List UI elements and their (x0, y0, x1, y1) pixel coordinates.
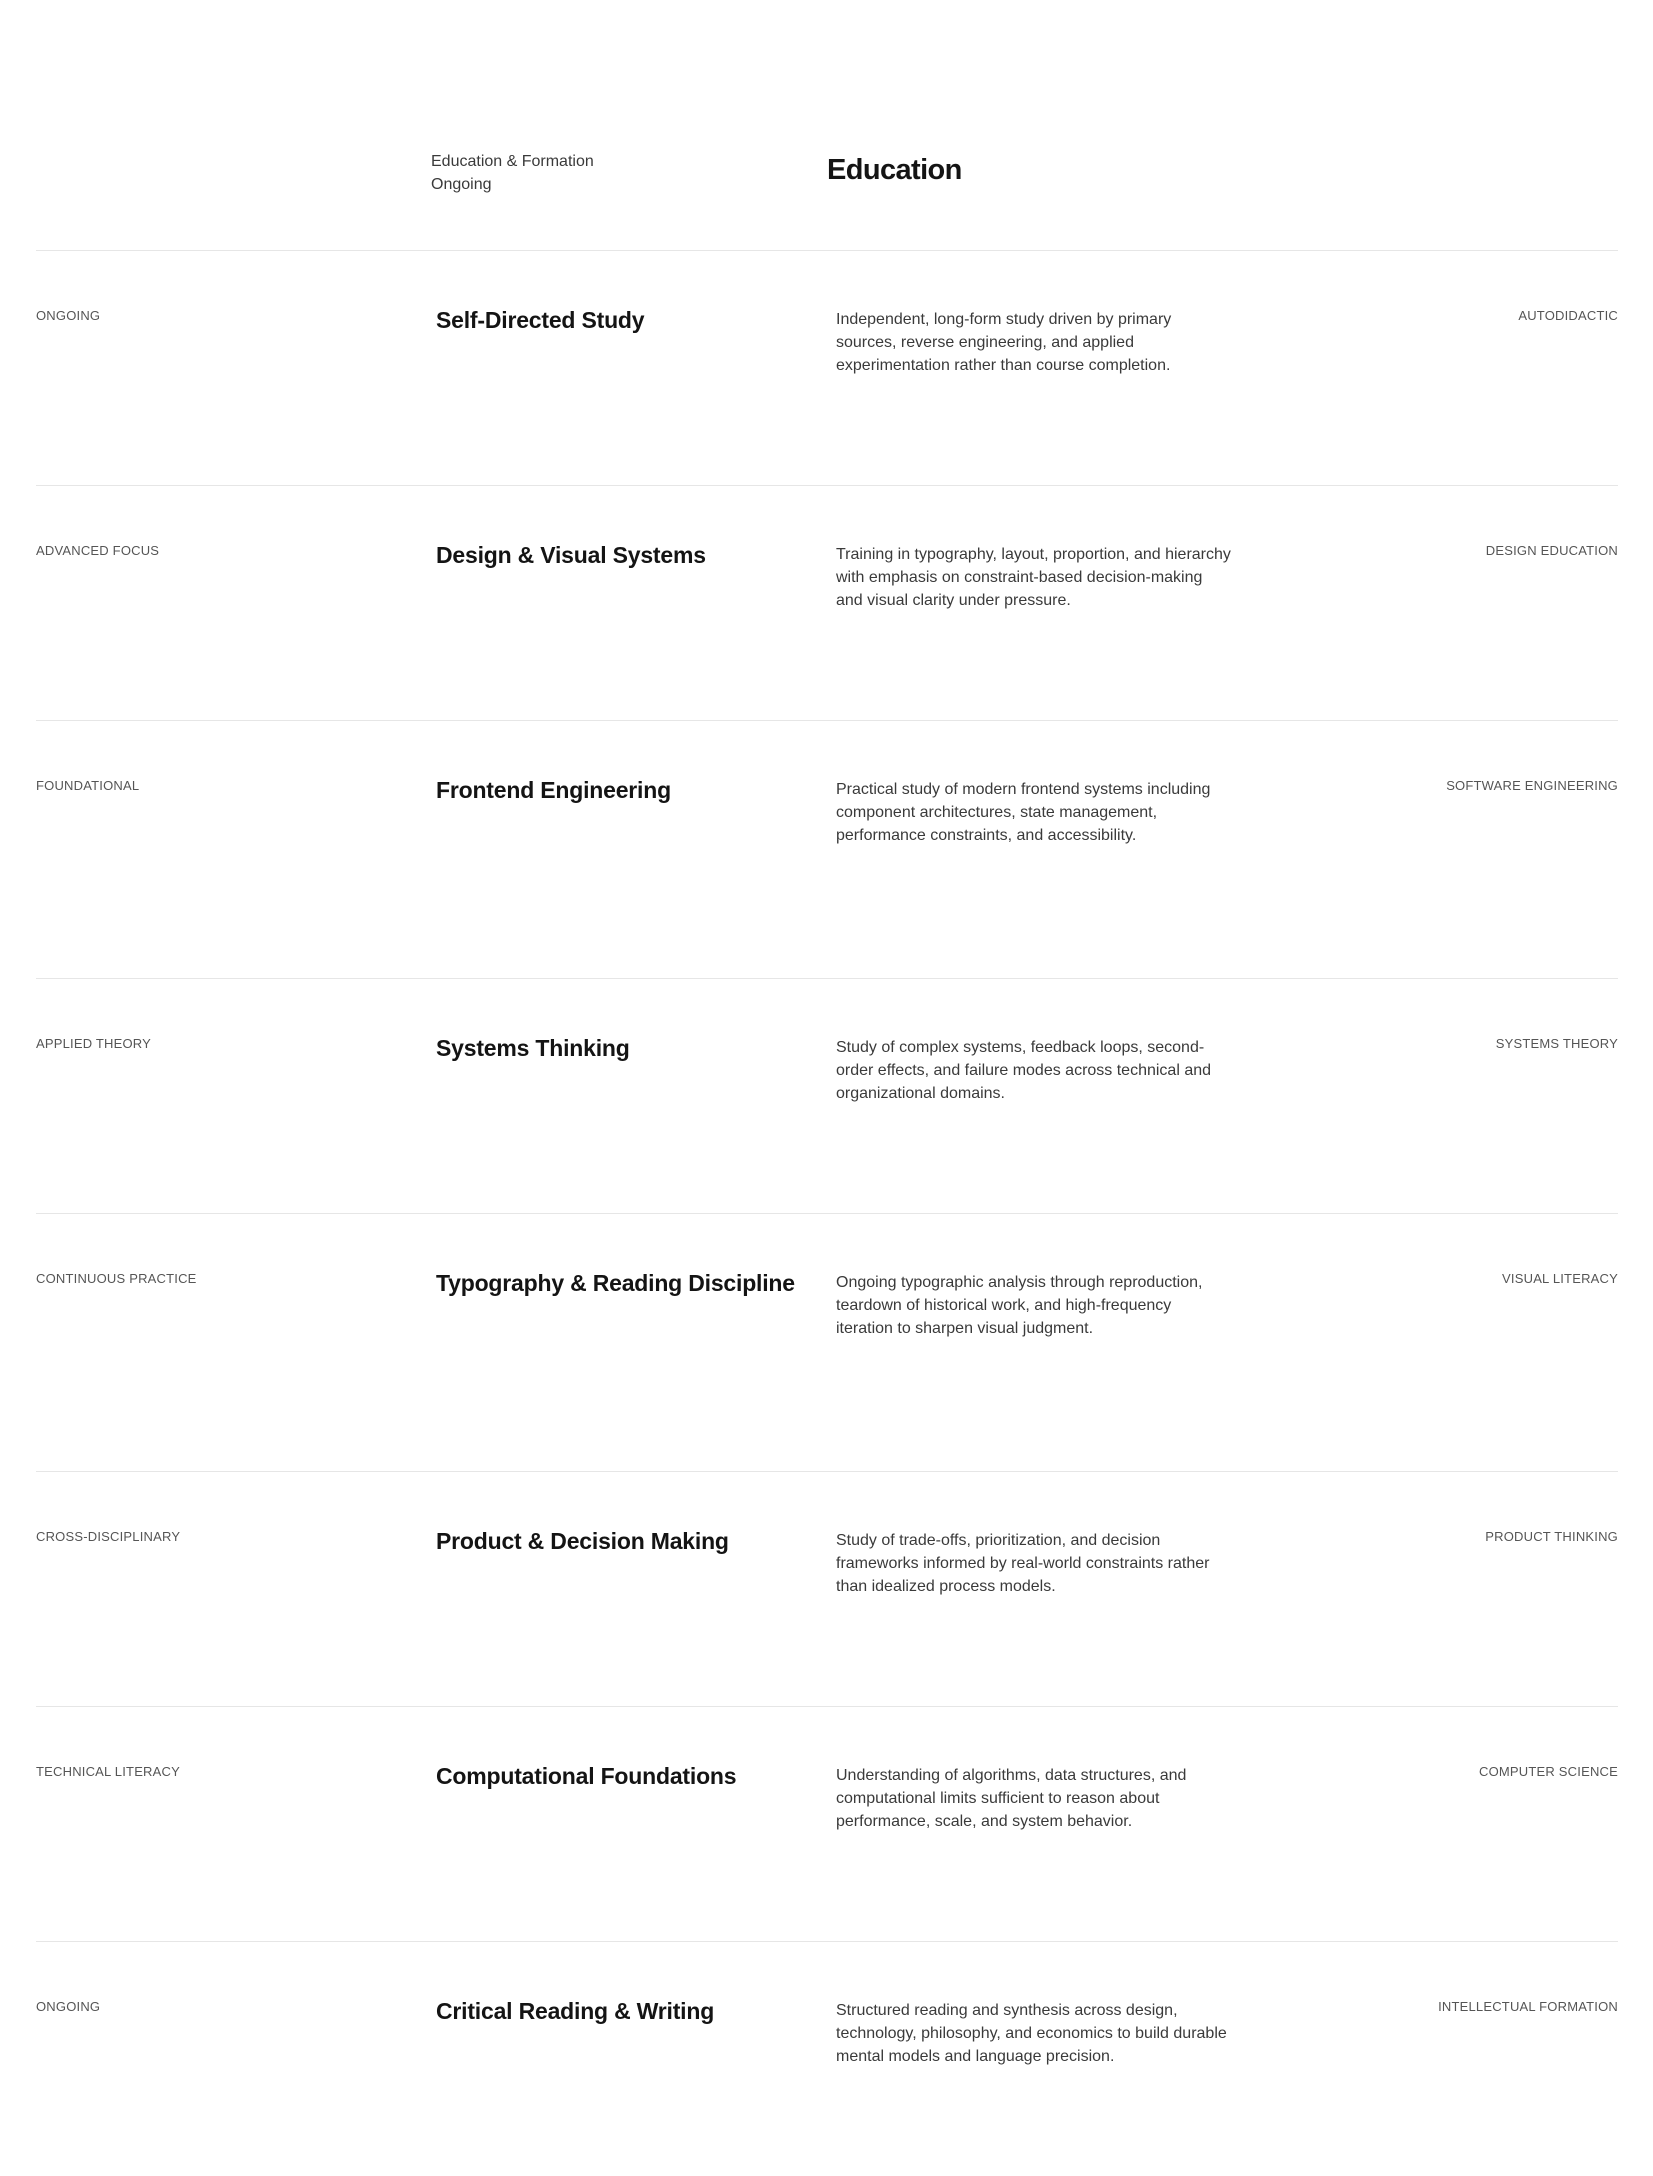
item-category: PRODUCT THINKING (1485, 1529, 1618, 1544)
item-status: CROSS-DISCIPLINARY (36, 1529, 181, 1544)
item-category: INTELLECTUAL FORMATION (1438, 1999, 1618, 2014)
education-item (36, 1213, 1618, 1471)
education-item (36, 485, 1618, 720)
page-title: Education (827, 154, 962, 186)
item-title: Design & Visual Systems (436, 542, 706, 568)
item-title: Critical Reading & Writing (436, 1998, 715, 2024)
item-description: Training in typography, layout, proportion, and hierarchy with emphasis on constraint-based decision-making and visual clarity under pressure. (836, 546, 1231, 609)
item-description: Understanding of algorithms, data structures, and computational limits sufficient to reason about performance, scale, and system behavior. (836, 1767, 1187, 1830)
education-item (36, 978, 1618, 1213)
item-category: COMPUTER SCIENCE (1479, 1764, 1618, 1779)
item-description: Independent, long-form study driven by primary sources, reverse engineering, and applied experimentation rather than course completion. (836, 311, 1172, 374)
item-category: DESIGN EDUCATION (1485, 543, 1618, 558)
item-category: AUTODIDACTIC (1518, 308, 1618, 323)
item-title: Frontend Engineering (436, 777, 671, 803)
item-status: TECHNICAL LITERACY (36, 1764, 180, 1779)
education-item (36, 250, 1618, 485)
item-category: SOFTWARE ENGINEERING (1446, 778, 1618, 793)
item-description: Study of complex systems, feedback loops, second-order effects, and failure modes across technical and organizational domains. (836, 1039, 1212, 1102)
item-title: Self-Directed Study (436, 307, 645, 333)
item-status: ONGOING (36, 1999, 101, 2014)
item-status: ONGOING (36, 308, 101, 323)
item-category: VISUAL LITERACY (1502, 1271, 1618, 1286)
item-title: Product & Decision Making (436, 1528, 729, 1554)
header-meta-section: Education & Formation (431, 153, 594, 170)
education-list (36, 250, 1618, 2176)
item-description: Structured reading and synthesis across design, technology, philosophy, and economics to build durable mental models and language precision. (836, 2002, 1227, 2065)
item-category: SYSTEMS THEORY (1495, 1036, 1618, 1051)
item-title: Systems Thinking (436, 1035, 630, 1061)
education-item (36, 1706, 1618, 1941)
item-status: ADVANCED FOCUS (36, 543, 160, 558)
item-title: Computational Foundations (436, 1763, 737, 1789)
item-description: Ongoing typographic analysis through reproduction, teardown of historical work, and high-frequency iteration to sharpen visual judgment. (836, 1274, 1203, 1337)
education-item (36, 1941, 1618, 2176)
header-meta-status: Ongoing (431, 176, 492, 193)
header-meta (431, 150, 594, 196)
education-item (36, 1471, 1618, 1706)
item-status: APPLIED THEORY (36, 1036, 152, 1051)
page-header (0, 150, 1653, 250)
item-description: Practical study of modern frontend systems including component architectures, state management, performance constraints, and accessibility. (836, 781, 1211, 844)
item-description: Study of trade-offs, prioritization, and decision frameworks informed by real-world constraints rather than idealized process models. (836, 1532, 1210, 1595)
item-title: Typography & Reading Discipline (436, 1270, 795, 1296)
education-item (36, 720, 1618, 978)
item-status: FOUNDATIONAL (36, 778, 140, 793)
item-status: CONTINUOUS PRACTICE (36, 1271, 197, 1286)
